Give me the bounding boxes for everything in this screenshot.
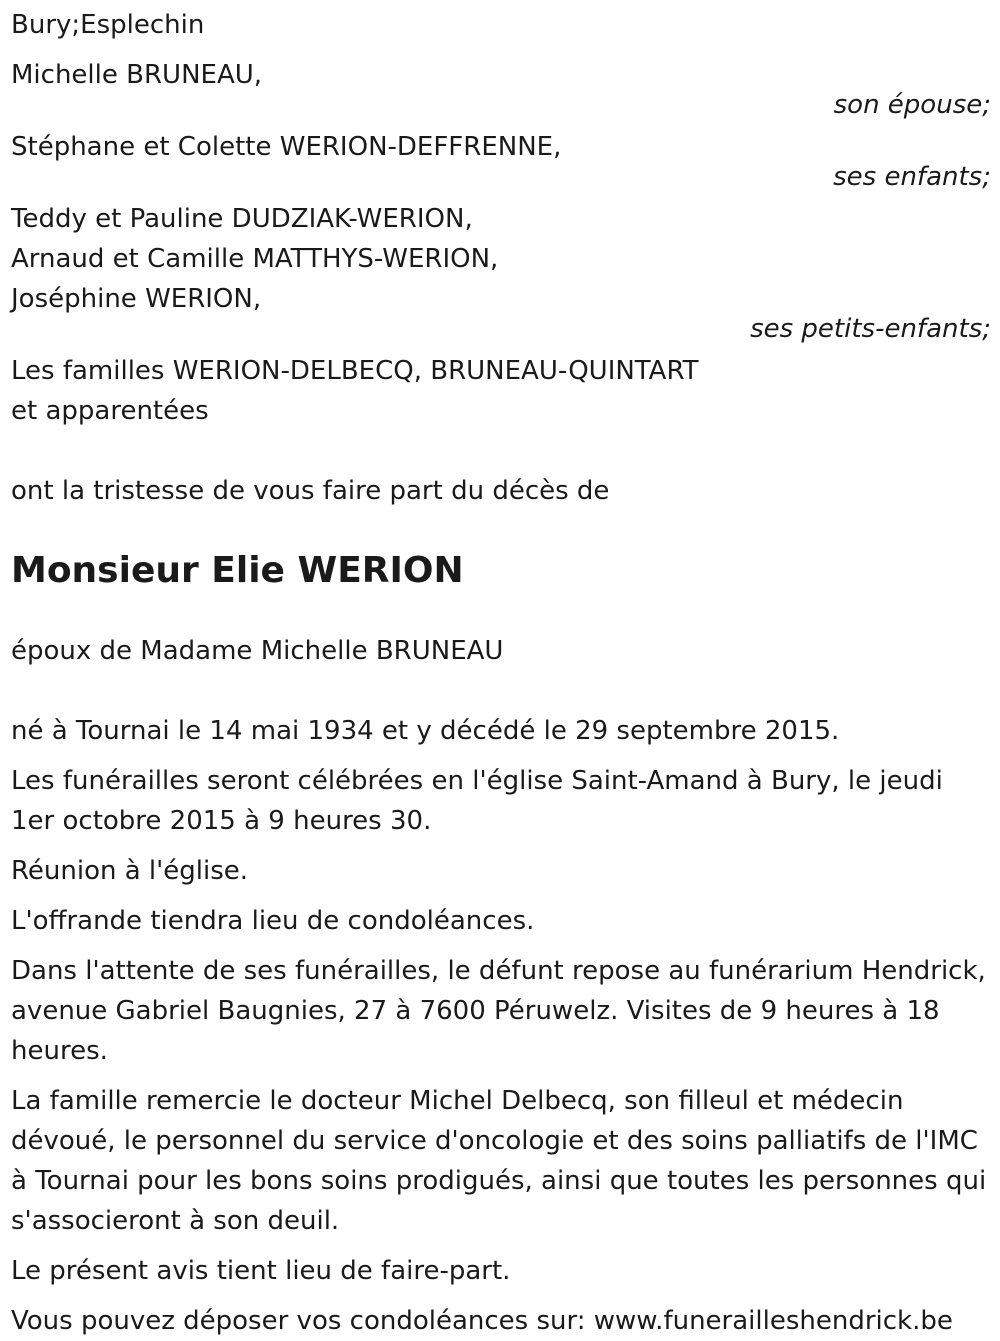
grandchild-name-3: Joséphine WERION,: [11, 284, 262, 314]
children-name: Stéphane et Colette WERION-DEFFRENNE,: [11, 132, 562, 162]
spouse-name: Michelle BRUNEAU,: [11, 60, 263, 90]
children-role: ses enfants;: [833, 162, 991, 192]
funerarium-info: Dans l'attente de ses funérailles, le défunt repose au funérarium Hendrick, avenue Gabriel Baugnies, 27 à 7600 Péruwelz. Visites de 9 heures à 18 heures.: [11, 956, 986, 1066]
funeral-info: Les funérailles seront célébrées en l'église Saint-Amand à Bury, le jeudi 1er octobre 2015 à 9 heures 30.: [11, 766, 943, 836]
deceased-name: Monsieur Elie WERION: [11, 550, 464, 591]
families-line-2: et apparentées: [11, 396, 209, 426]
location: Bury;Esplechin: [11, 10, 205, 40]
announcement: ont la tristesse de vous faire part du décès de: [11, 476, 610, 506]
grandchild-name-2: Arnaud et Camille MATTHYS-WERION,: [11, 244, 499, 274]
grandchild-name-1: Teddy et Pauline DUDZIAK-WERION,: [11, 204, 473, 234]
notice-info: Le présent avis tient lieu de faire-part.: [11, 1256, 511, 1286]
meeting-info: Réunion à l'église.: [11, 856, 249, 886]
grandchildren-role: ses petits-enfants;: [750, 314, 991, 344]
spouse-role: son épouse;: [833, 90, 991, 120]
families-line-1: Les familles WERION-DELBECQ, BRUNEAU-QUINTART: [11, 356, 699, 386]
offering-info: L'offrande tiendra lieu de condoléances.: [11, 906, 535, 936]
condolences-info: Vous pouvez déposer vos condoléances sur: www.funerailleshendrick.be: [11, 1306, 953, 1336]
thanks-info: La famille remercie le docteur Michel Delbecq, son filleul et médecin dévoué, le personnel du service d'oncologie et des soins palliatifs de l'IMC à Tournai pour les bons soins prodigués, ainsi que toutes les personnes qui s'associeront à son deuil.: [11, 1086, 987, 1236]
spouse-of: époux de Madame Michelle BRUNEAU: [11, 636, 504, 666]
birth-death-info: né à Tournai le 14 mai 1934 et y décédé le 29 septembre 2015.: [11, 716, 840, 746]
obituary-notice: [11, 5, 991, 1341]
